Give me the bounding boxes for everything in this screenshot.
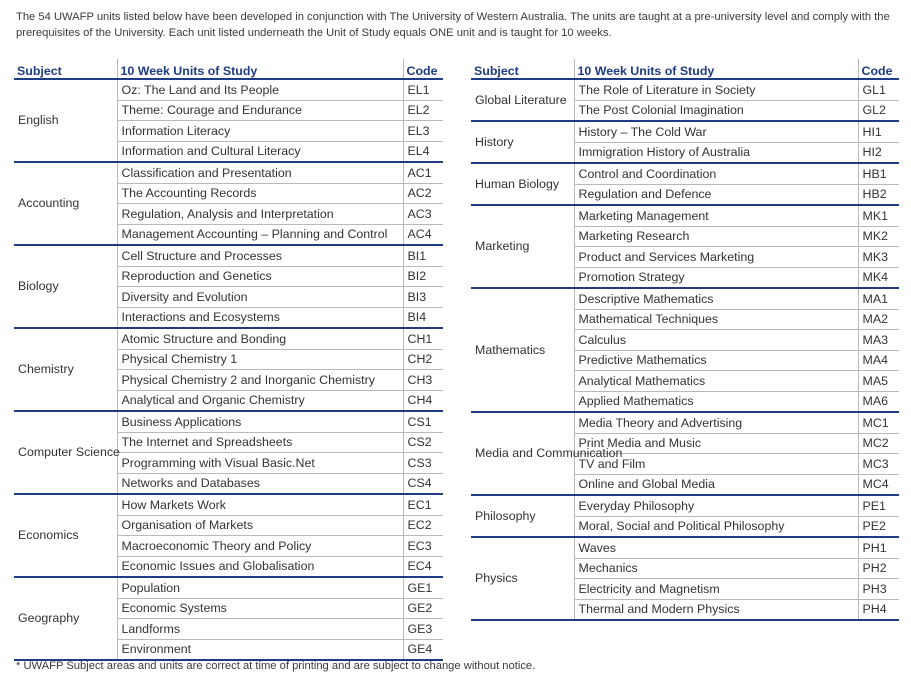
unit-name-cell: Economic Issues and Globalisation: [117, 556, 403, 577]
unit-name-cell: Mathematical Techniques: [574, 309, 858, 330]
unit-code-cell: GL2: [858, 100, 899, 121]
unit-name-cell: Print Media and Music: [574, 433, 858, 454]
unit-name-cell: Management Accounting – Planning and Control: [117, 224, 403, 245]
subject-column-header: Subject: [14, 59, 117, 79]
unit-name-cell: Economic Systems: [117, 598, 403, 619]
unit-name-cell: Interactions and Ecosystems: [117, 307, 403, 328]
unit-code-cell: GE2: [403, 598, 443, 619]
unit-code-cell: BI4: [403, 307, 443, 328]
unit-name-cell: Electricity and Magnetism: [574, 579, 858, 600]
unit-name-cell: Cell Structure and Processes: [117, 245, 403, 266]
table-row: [14, 494, 443, 515]
unit-name-cell: Everyday Philosophy: [574, 495, 858, 516]
unit-name-cell: Moral, Social and Political Philosophy: [574, 516, 858, 537]
unit-code-cell: EL3: [403, 121, 443, 142]
unit-name-cell: Theme: Courage and Endurance: [117, 100, 403, 121]
unit-name-cell: Information and Cultural Literacy: [117, 141, 403, 162]
unit-code-cell: MA4: [858, 350, 899, 371]
unit-name-cell: Calculus: [574, 330, 858, 351]
units-table-left: [14, 59, 443, 661]
unit-name-cell: Environment: [117, 639, 403, 660]
unit-name-cell: Online and Global Media: [574, 474, 858, 495]
unit-code-cell: MA5: [858, 371, 899, 392]
unit-code-cell: PH2: [858, 558, 899, 579]
unit-name-cell: Mechanics: [574, 558, 858, 579]
unit-code-cell: MC4: [858, 474, 899, 495]
unit-name-cell: Media Theory and Advertising: [574, 412, 858, 433]
unit-code-cell: CS2: [403, 432, 443, 453]
unit-code-cell: CH2: [403, 349, 443, 370]
unit-name-cell: Applied Mathematics: [574, 391, 858, 412]
unit-code-cell: CH1: [403, 328, 443, 349]
table-row: [471, 79, 899, 100]
units-table-right: [471, 59, 899, 621]
unit-name-cell: Reproduction and Genetics: [117, 266, 403, 287]
unit-code-cell: AC2: [403, 183, 443, 204]
subject-cell: Physics: [471, 537, 574, 620]
unit-code-cell: PH3: [858, 579, 899, 600]
unit-name-cell: Information Literacy: [117, 121, 403, 142]
unit-code-cell: HI2: [858, 142, 899, 163]
table-row: [471, 537, 899, 558]
units-table-body-left: [14, 79, 443, 660]
unit-name-cell: The Role of Literature in Society: [574, 79, 858, 100]
unit-name-cell: Programming with Visual Basic.Net: [117, 453, 403, 474]
unit-name-cell: Product and Services Marketing: [574, 247, 858, 268]
table-row: [471, 205, 899, 226]
unit-name-cell: Predictive Mathematics: [574, 350, 858, 371]
unit-name-cell: Organisation of Markets: [117, 515, 403, 536]
unit-name-cell: Macroeconomic Theory and Policy: [117, 536, 403, 557]
unit-code-cell: GE4: [403, 639, 443, 660]
unit-name-cell: How Markets Work: [117, 494, 403, 515]
subject-cell: History: [471, 121, 574, 163]
unit-code-cell: AC4: [403, 224, 443, 245]
code-column-header: Code: [858, 59, 899, 79]
unit-code-cell: MA2: [858, 309, 899, 330]
unit-name-cell: Landforms: [117, 619, 403, 640]
unit-name-cell: Classification and Presentation: [117, 162, 403, 183]
subject-cell: Media and Communication: [471, 412, 574, 495]
subject-cell: Computer Science: [14, 411, 117, 494]
unit-code-cell: CS1: [403, 411, 443, 432]
unit-name-cell: Control and Coordination: [574, 163, 858, 184]
unit-name-cell: Physical Chemistry 1: [117, 349, 403, 370]
unit-code-cell: AC1: [403, 162, 443, 183]
unit-name-cell: Regulation, Analysis and Interpretation: [117, 204, 403, 225]
unit-name-cell: Population: [117, 577, 403, 598]
unit-code-cell: BI1: [403, 245, 443, 266]
unit-code-cell: GE1: [403, 577, 443, 598]
unit-code-cell: EL2: [403, 100, 443, 121]
unit-code-cell: MA6: [858, 391, 899, 412]
unit-code-cell: MC1: [858, 412, 899, 433]
unit-code-cell: EL4: [403, 141, 443, 162]
unit-code-cell: CH4: [403, 390, 443, 411]
unit-name-cell: TV and Film: [574, 454, 858, 475]
unit-code-cell: EC1: [403, 494, 443, 515]
unit-name-cell: History – The Cold War: [574, 121, 858, 142]
subject-cell: Global Literature: [471, 79, 574, 121]
unit-code-cell: GE3: [403, 619, 443, 640]
intro-paragraph: The 54 UWAFP units listed below have been developed in conjunction with The University of Western Australia. The units are taught at a pre-university level and comply with the prerequisites of the University. Each unit listed underneath the Unit of Study equals ONE unit and is taught for 10 weeks.: [16, 11, 890, 39]
table-row: [471, 495, 899, 516]
unit-code-cell: MA1: [858, 288, 899, 309]
unit-code-cell: EL1: [403, 79, 443, 100]
unit-name-cell: Descriptive Mathematics: [574, 288, 858, 309]
unit-name-cell: The Internet and Spreadsheets: [117, 432, 403, 453]
unit-name-cell: Marketing Research: [574, 226, 858, 247]
table-row: [14, 328, 443, 349]
unit-code-cell: BI3: [403, 287, 443, 308]
unit-code-cell: MC3: [858, 454, 899, 475]
subject-cell: Mathematics: [471, 288, 574, 412]
unit-code-cell: MK4: [858, 267, 899, 288]
unit-code-cell: HB2: [858, 184, 899, 205]
table-row: [14, 577, 443, 598]
subject-column-header: Subject: [471, 59, 574, 79]
unit-name-cell: The Post Colonial Imagination: [574, 100, 858, 121]
subject-cell: Marketing: [471, 205, 574, 288]
unit-code-cell: CH3: [403, 370, 443, 391]
unit-code-cell: PH4: [858, 599, 899, 620]
unit-name-cell: Marketing Management: [574, 205, 858, 226]
unit-code-cell: BI2: [403, 266, 443, 287]
table-row: [14, 245, 443, 266]
unit-code-cell: GL1: [858, 79, 899, 100]
table-row: [471, 412, 899, 433]
footnote: * UWAFP Subject areas and units are correct at time of printing and are subject to change without notice.: [16, 660, 536, 672]
units-column-header: 10 Week Units of Study: [574, 59, 858, 79]
unit-code-cell: CS3: [403, 453, 443, 474]
unit-code-cell: MK3: [858, 247, 899, 268]
subject-cell: Economics: [14, 494, 117, 577]
unit-name-cell: Physical Chemistry 2 and Inorganic Chemistry: [117, 370, 403, 391]
unit-name-cell: The Accounting Records: [117, 183, 403, 204]
units-table-body-right: [471, 79, 899, 620]
unit-code-cell: PH1: [858, 537, 899, 558]
unit-code-cell: PE2: [858, 516, 899, 537]
unit-code-cell: CS4: [403, 473, 443, 494]
subject-cell: Human Biology: [471, 163, 574, 205]
unit-name-cell: Diversity and Evolution: [117, 287, 403, 308]
unit-code-cell: EC4: [403, 556, 443, 577]
subject-cell: Accounting: [14, 162, 117, 245]
code-column-header: Code: [403, 59, 443, 79]
unit-code-cell: EC3: [403, 536, 443, 557]
table-row: [14, 162, 443, 183]
unit-code-cell: MC2: [858, 433, 899, 454]
unit-code-cell: HB1: [858, 163, 899, 184]
unit-code-cell: HI1: [858, 121, 899, 142]
unit-code-cell: MA3: [858, 330, 899, 351]
unit-name-cell: Regulation and Defence: [574, 184, 858, 205]
subject-cell: Philosophy: [471, 495, 574, 537]
unit-code-cell: EC2: [403, 515, 443, 536]
unit-name-cell: Analytical Mathematics: [574, 371, 858, 392]
table-row: [14, 411, 443, 432]
table-row: [471, 288, 899, 309]
table-row: [471, 163, 899, 184]
unit-name-cell: Immigration History of Australia: [574, 142, 858, 163]
subject-cell: Biology: [14, 245, 117, 328]
unit-name-cell: Waves: [574, 537, 858, 558]
table-row: [471, 121, 899, 142]
subject-cell: English: [14, 79, 117, 162]
unit-name-cell: Thermal and Modern Physics: [574, 599, 858, 620]
unit-name-cell: Business Applications: [117, 411, 403, 432]
unit-name-cell: Promotion Strategy: [574, 267, 858, 288]
unit-name-cell: Atomic Structure and Bonding: [117, 328, 403, 349]
unit-code-cell: MK2: [858, 226, 899, 247]
table-row: [14, 79, 443, 100]
unit-name-cell: Analytical and Organic Chemistry: [117, 390, 403, 411]
unit-code-cell: MK1: [858, 205, 899, 226]
unit-code-cell: AC3: [403, 204, 443, 225]
unit-name-cell: Networks and Databases: [117, 473, 403, 494]
unit-name-cell: Oz: The Land and Its People: [117, 79, 403, 100]
subject-cell: Geography: [14, 577, 117, 660]
subject-cell: Chemistry: [14, 328, 117, 411]
units-column-header: 10 Week Units of Study: [117, 59, 403, 79]
unit-code-cell: PE1: [858, 495, 899, 516]
